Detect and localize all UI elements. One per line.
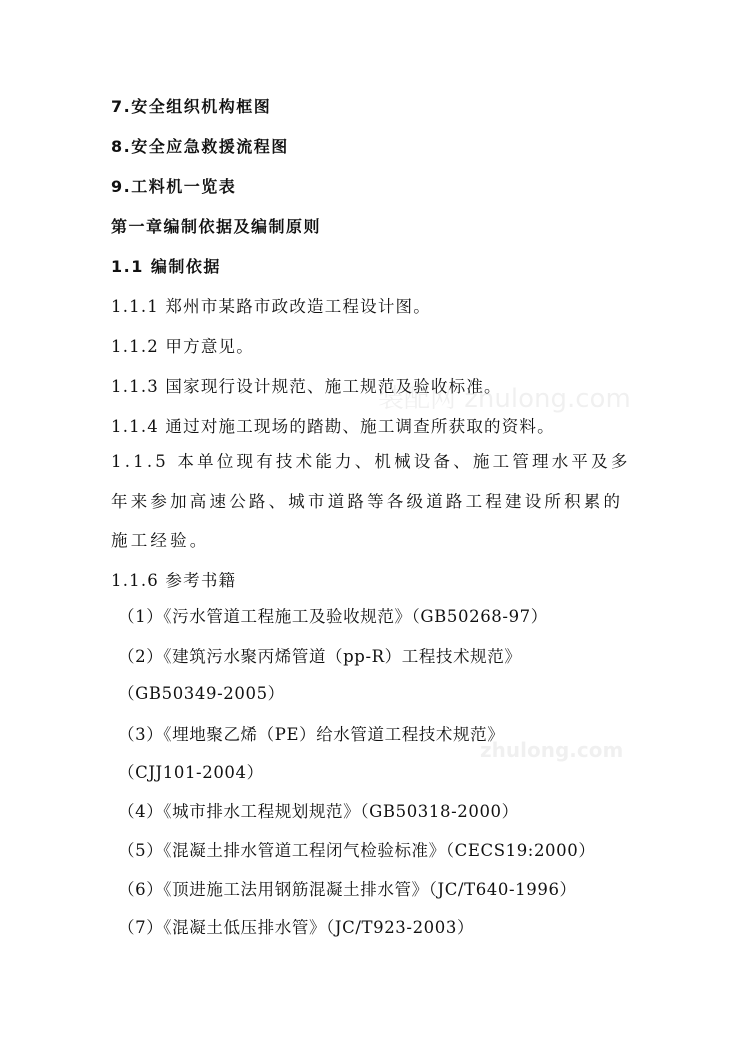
heading-materials-list: 9.工料机一览表 [111,177,237,196]
reference-2: （2）《建筑污水聚丙烯管道（pp-R）工程技术规范》 [118,647,522,666]
basis-item-1: 1.1.1 郑州市某路市政改造工程设计图。 [111,297,431,316]
basis-item-5-line-1: 1.1.5 本单位现有技术能力、机械设备、施工管理水平及多 [111,452,631,471]
heading-emergency-rescue-flow: 8.安全应急救援流程图 [111,137,289,156]
reference-5: （5）《混凝土排水管道工程闭气检验标准》（CECS19:2000） [118,841,596,860]
basis-item-4: 1.1.4 通过对施工现场的踏勘、施工调查所获取的资料。 [111,417,555,436]
reference-2-code: （GB50349-2005） [118,684,285,703]
basis-item-3: 1.1.3 国家现行设计规范、施工规范及验收标准。 [111,377,502,396]
basis-item-6: 1.1.6 参考书籍 [111,571,237,590]
reference-1: （1）《污水管道工程施工及验收规范》（GB50268-97） [118,607,548,626]
heading-safety-org-chart: 7.安全组织机构框图 [111,97,272,116]
watermark-bottom: zhulong.com [480,738,624,762]
basis-item-2: 1.1.2 甲方意见。 [111,337,254,356]
chapter-title: 第一章编制依据及编制原则 [111,217,322,236]
reference-3-code: （CJJ101-2004） [118,763,264,782]
section-title: 1.1 编制依据 [111,257,221,276]
reference-4: （4）《城市排水工程规划规范》（GB50318-2000） [118,802,519,821]
watermark-top: 装配网 zhulong.com [378,384,631,414]
reference-3: （3）《埋地聚乙烯（PE）给水管道工程技术规范》 [118,725,505,744]
reference-6: （6）《顶进施工法用钢筋混凝土排水管》（JC/T640-1996） [118,880,577,899]
basis-item-5-line-3: 施工经验。 [111,531,210,550]
reference-7: （7）《混凝土低压排水管》（JC/T923-2003） [118,918,475,937]
basis-item-5-line-2: 年来参加高速公路、城市道路等各级道路工程建设所积累的 [111,492,624,511]
